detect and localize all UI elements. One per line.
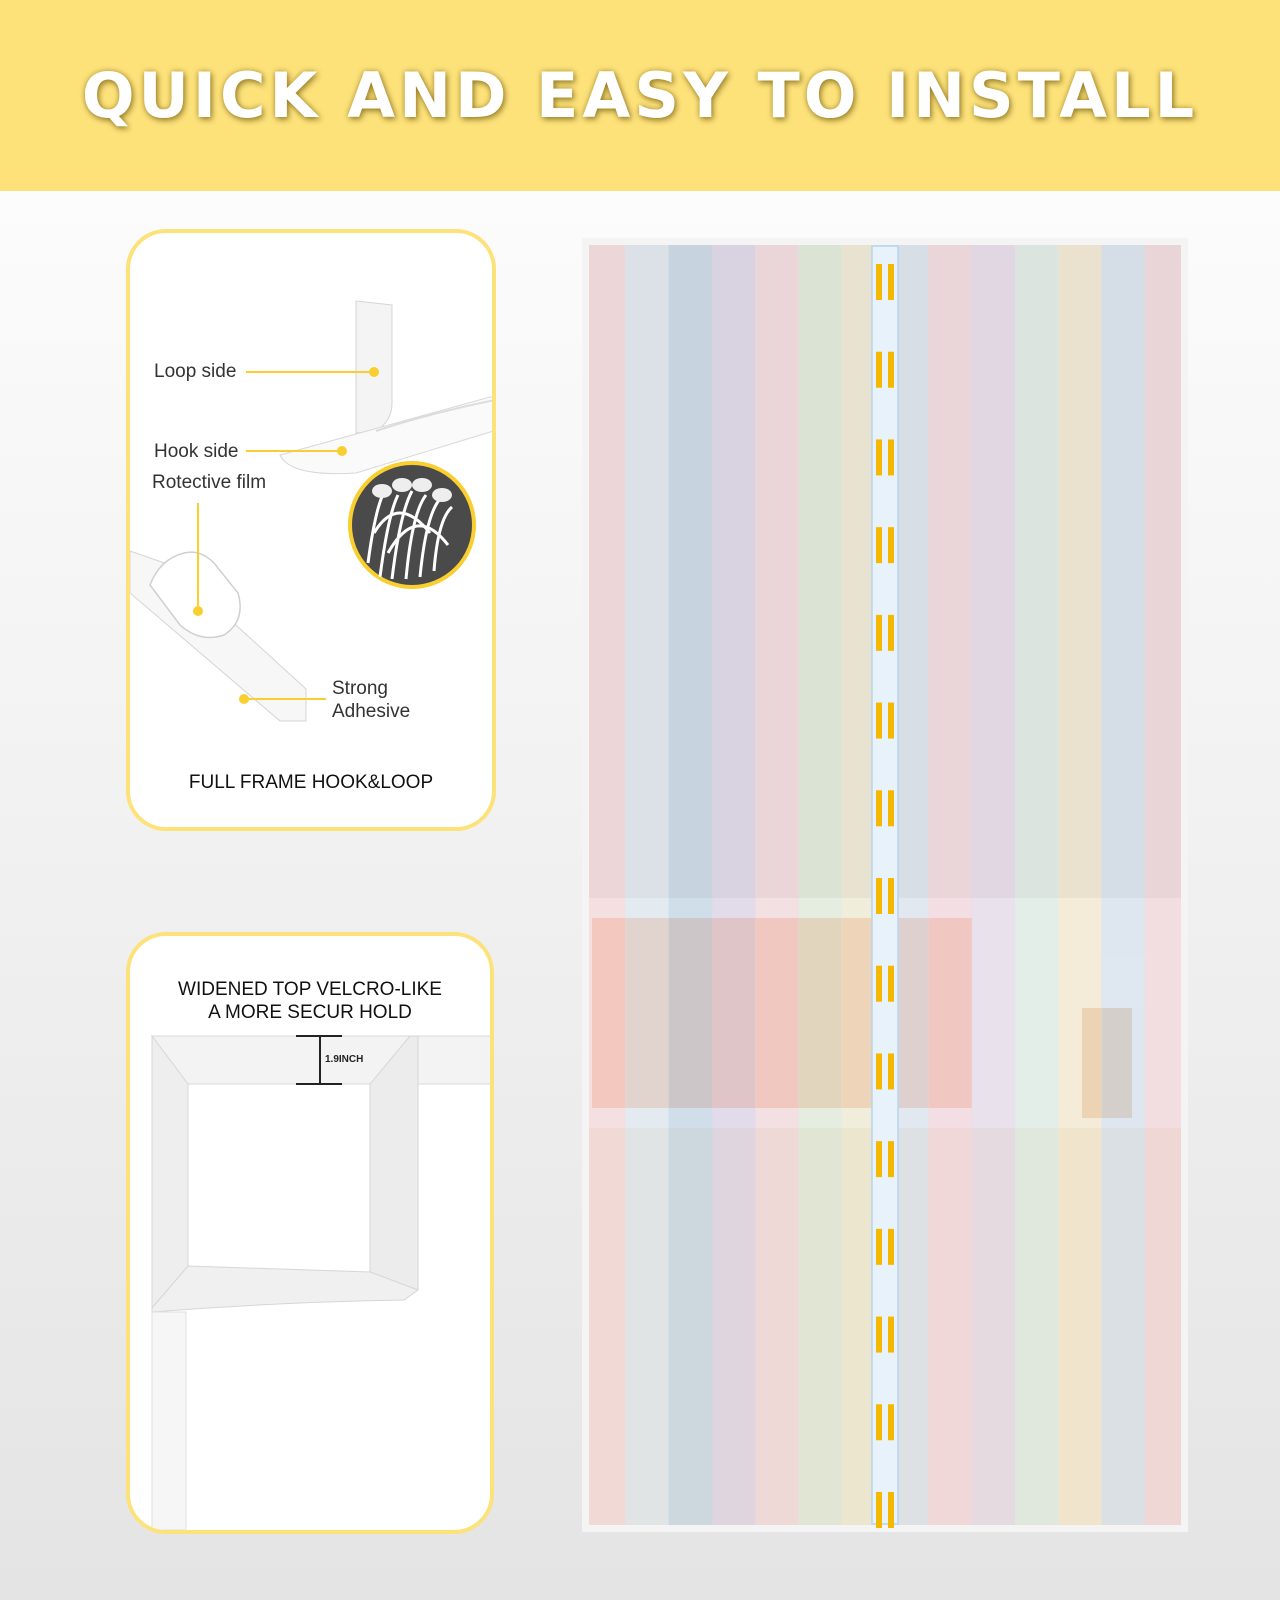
center-seam [872,246,898,1524]
loop-side-label: Loop side [154,361,237,382]
full-frame-caption: FULL FRAME HOOK&LOOP [188,772,434,793]
magnet [888,703,894,739]
magnet [876,615,882,651]
velcro-frame-illustration [130,936,494,1534]
magnifier-circle [350,463,474,587]
magnet [876,439,882,475]
magnet [876,264,882,300]
magnet [876,966,882,1002]
magnet [876,1492,882,1528]
protective-film-label: Rotective film [152,472,267,493]
magnet [888,1053,894,1089]
door-stripe [669,238,713,1532]
door-stripe [928,238,972,1532]
magnet [888,615,894,651]
magnet [888,878,894,914]
magnet [888,966,894,1002]
door-stripe [625,238,669,1532]
door-stripe [1101,238,1145,1532]
widened-top-card [126,932,494,1534]
magnet [888,1229,894,1265]
magnet [876,878,882,914]
magnet [876,352,882,388]
adhesive-label: Adhesive [332,701,411,722]
magnet [888,1141,894,1177]
magnet [876,1141,882,1177]
door-stripe [798,238,842,1532]
hook-loop-card [126,229,496,831]
hook-side-label: Hook side [154,441,239,462]
title-line-2: A MORE SECUR HOLD [208,1002,412,1023]
magnet [876,1317,882,1353]
magnet [876,703,882,739]
screen-door-illustration [582,238,1188,1532]
magnet [888,527,894,563]
title-line-1: WIDENED TOP VELCRO-LIKE [178,979,442,1000]
magnet [888,1492,894,1528]
magnet [888,1317,894,1353]
door-stripe [755,238,799,1532]
strong-label: Strong [332,678,388,699]
magnet [888,264,894,300]
dimension-label: 1.9INCH [325,1054,364,1065]
magnet [888,1404,894,1440]
magnet [876,790,882,826]
magnet [888,352,894,388]
magnet [876,527,882,563]
magnet [876,1053,882,1089]
banner-title: QUICK AND EASY TO INSTALL [81,59,1199,132]
door-stripe [1058,238,1102,1532]
door-stripe [1015,238,1059,1532]
header-banner [0,0,1280,191]
hook-loop-illustration [130,233,496,831]
magnetic-screen-door [582,238,1188,1532]
door-stripe [972,238,1016,1532]
magnet [888,790,894,826]
magnet [876,1404,882,1440]
magnet [876,1229,882,1265]
door-stripe [712,238,756,1532]
magnet [888,439,894,475]
